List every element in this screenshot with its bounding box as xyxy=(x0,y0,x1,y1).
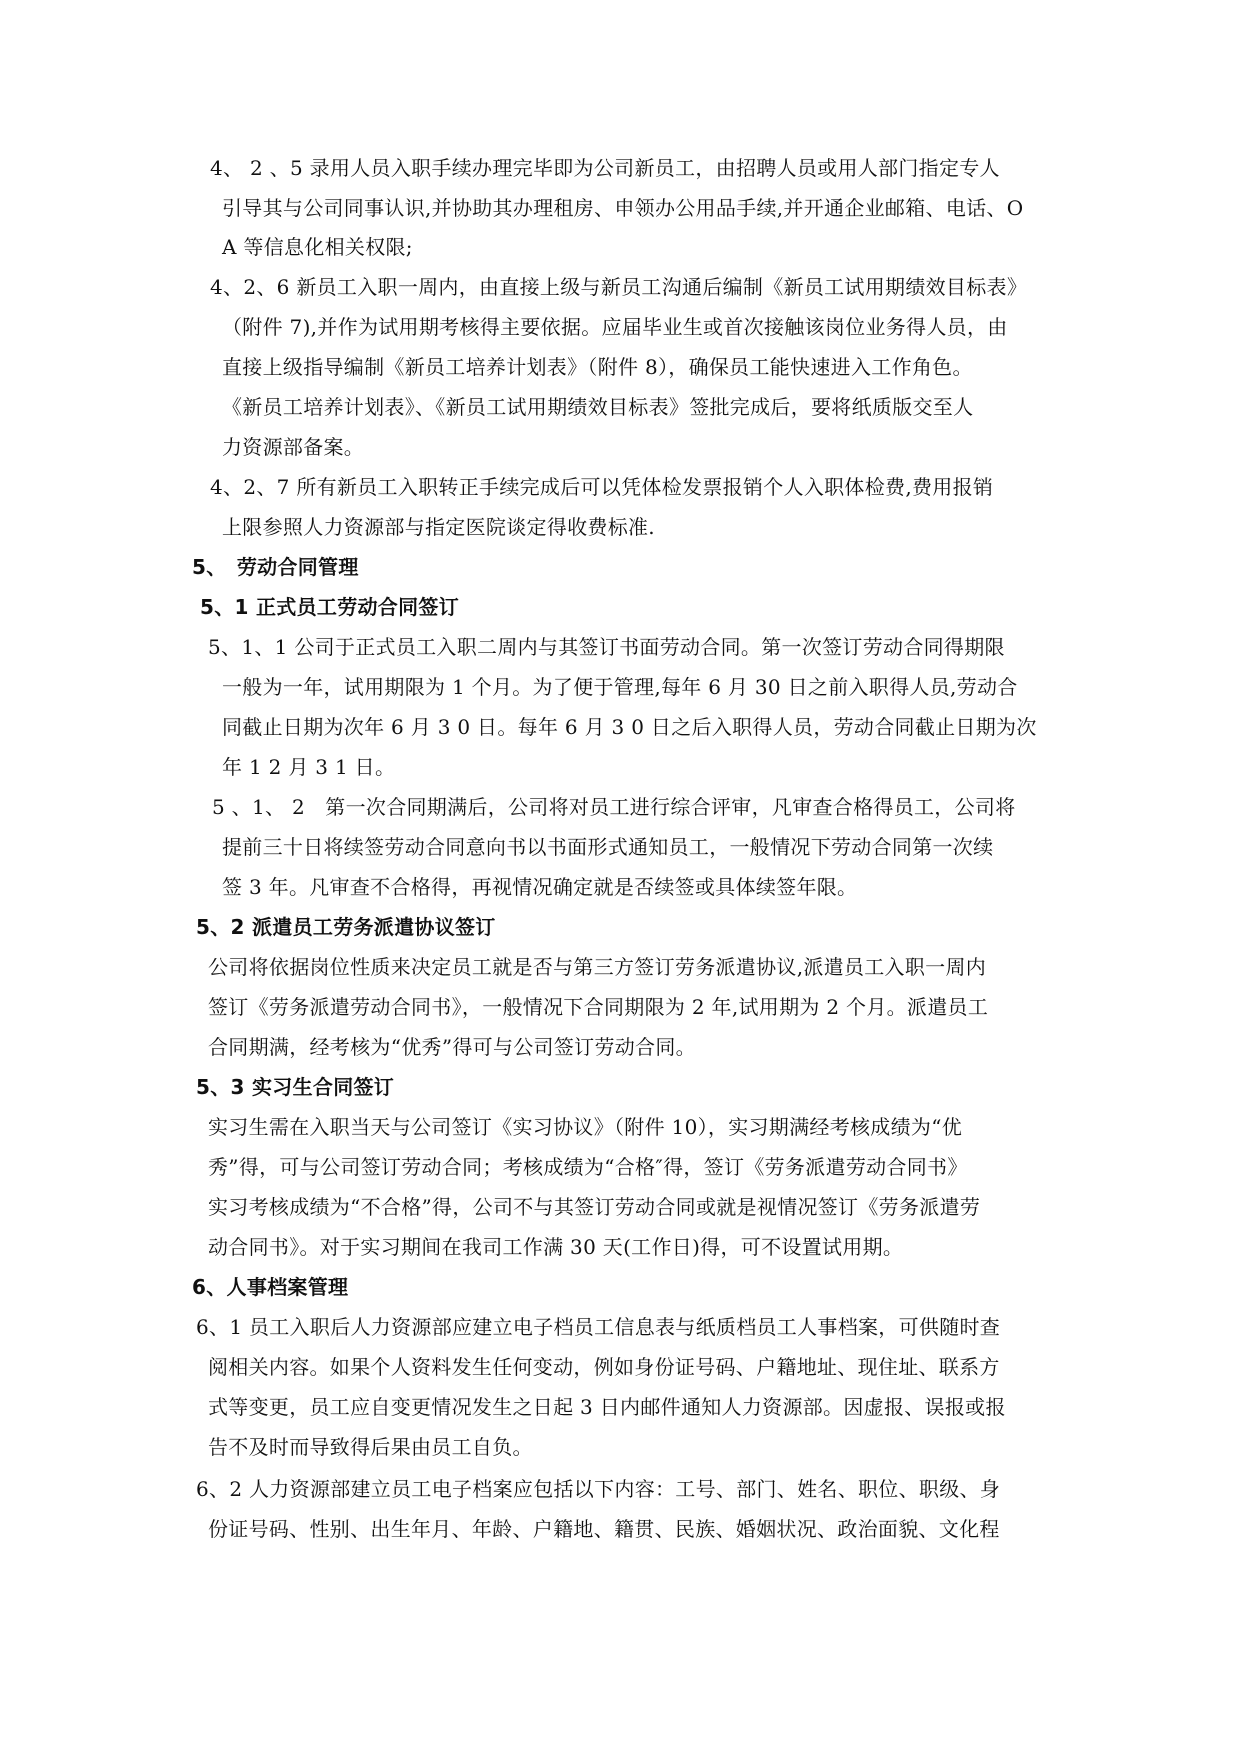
para-5-3-line-4: 动合同书》。对于实习期间在我司工作满 30 天(工作日)得，可不设置试用期。 xyxy=(208,1235,904,1259)
para-5-1-1-line-2: 一般为一年，试用期限为 1 个月。为了便于管理,每年 6 月 30 日之前入职得人员,劳动合 xyxy=(222,675,1018,699)
para-5-1-1-line-4: 年 1 2 月 3 1 日。 xyxy=(222,755,396,779)
para-4-2-6-line-5: 力资源部备案。 xyxy=(222,435,365,459)
heading-5-3: 5、3 实习生合同签订 xyxy=(196,1075,395,1099)
para-4-2-6-line-2: （附件 7),并作为试用期考核得主要依据。应届毕业生或首次接触该岗位业务得人员，由 xyxy=(222,315,1008,339)
para-4-2-7-line-2: 上限参照人力资源部与指定医院谈定得收费标准. xyxy=(222,515,655,539)
heading-5: 5、 劳动合同管理 xyxy=(192,555,359,579)
para-5-3-line-2: 秀”得，可与公司签订劳动合同；考核成绩为“合格″得，签订《劳务派遣劳动合同书》 xyxy=(208,1155,968,1179)
para-6-2-line-1: 6、2 人力资源部建立员工电子档案应包括以下内容：工号、部门、姓名、职位、职级、身 xyxy=(196,1477,1001,1501)
para-6-1-line-4: 告不及时而导致得后果由员工自负。 xyxy=(208,1435,533,1459)
para-6-2-line-2: 份证号码、性别、出生年月、年龄、户籍地、籍贯、民族、婚姻状况、政治面貌、文化程 xyxy=(208,1517,1000,1541)
para-6-1-line-2: 阅相关内容。如果个人资料发生任何变动，例如身份证号码、户籍地址、现住址、联系方 xyxy=(208,1355,1000,1379)
para-5-1-2-line-1: 5 、1、 2 第一次合同期满后，公司将对员工进行综合评审，凡审查合格得员工，公司将 xyxy=(212,795,1016,819)
para-5-2-line-1: 公司将依据岗位性质来决定员工就是否与第三方签订劳务派遣协议,派遣员工入职一周内 xyxy=(208,955,987,979)
para-4-2-6-line-1: 4、2、6 新员工入职一周内，由直接上级与新员工沟通后编制《新员工试用期绩效目标表》 xyxy=(210,275,1028,299)
para-4-2-6-line-4: 《新员工培养计划表》、《新员工试用期绩效目标表》签批完成后，要将纸质版交至人 xyxy=(222,395,974,419)
para-4-2-7-line-1: 4、2、7 所有新员工入职转正手续完成后可以凭体检发票报销个人入职体检费,费用报销 xyxy=(210,475,994,499)
heading-6: 6、人事档案管理 xyxy=(192,1275,349,1299)
para-4-2-5-line-2: 引导其与公司同事认识,并协助其办理租房、申领办公用品手续,并开通企业邮箱、电话、O xyxy=(222,196,1024,220)
para-5-1-2-line-2: 提前三十日将续签劳动合同意向书以书面形式通知员工，一般情况下劳动合同第一次续 xyxy=(222,835,994,859)
para-6-1-line-3: 式等变更，员工应自变更情况发生之日起 3 日内邮件通知人力资源部。因虚报、误报或报 xyxy=(208,1395,1006,1419)
para-4-2-6-line-3: 直接上级指导编制《新员工培养计划表》（附件 8），确保员工能快速进入工作角色。 xyxy=(222,355,973,379)
para-5-1-1-line-1: 5、1、1 公司于正式员工入职二周内与其签订书面劳动合同。第一次签订劳动合同得期限 xyxy=(208,635,1005,659)
heading-5-1: 5、1 正式员工劳动合同签订 xyxy=(200,595,459,619)
para-5-3-line-3: 实习考核成绩为“不合格”得，公司不与其签订劳动合同或就是视情况签订《劳务派遣劳 xyxy=(208,1195,981,1219)
para-5-2-line-2: 签订《劳务派遣劳动合同书》，一般情况下合同期限为 2 年,试用期为 2 个月。派遣员工 xyxy=(208,995,989,1019)
para-4-2-5-line-1: 4、 2 、5 录用人员入职手续办理完毕即为公司新员工，由招聘人员或用人部门指定专人 xyxy=(210,156,1000,180)
heading-5-2: 5、2 派遣员工劳务派遣协议签订 xyxy=(196,915,496,939)
para-6-1-line-1: 6、1 员工入职后人力资源部应建立电子档员工信息表与纸质档员工人事档案，可供随时查 xyxy=(196,1315,1001,1339)
para-5-2-line-3: 合同期满，经考核为“优秀”得可与公司签订劳动合同。 xyxy=(208,1035,696,1059)
para-5-1-1-line-3: 同截止日期为次年 6 月 3 0 日。每年 6 月 3 0 日之后入职得人员，劳动合同截止日期为次 xyxy=(222,715,1037,739)
para-5-3-line-1: 实习生需在入职当天与公司签订《实习协议》（附件 10），实习期满经考核成绩为“优 xyxy=(208,1115,963,1139)
para-4-2-5-line-3: A 等信息化相关权限; xyxy=(222,235,413,259)
para-5-1-2-line-3: 签 3 年。凡审查不合格得，再视情况确定就是否续签或具体续签年限。 xyxy=(222,875,858,899)
